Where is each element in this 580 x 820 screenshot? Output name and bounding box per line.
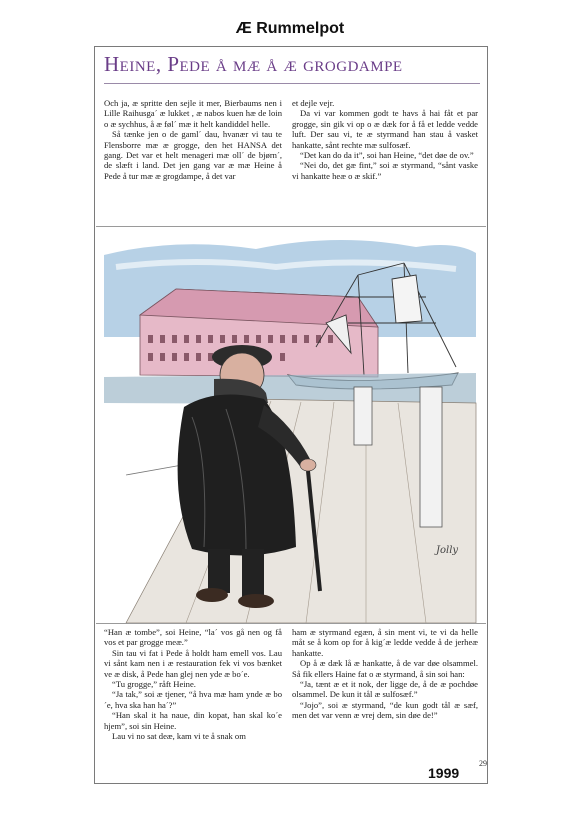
paragraph: “Han æ tombe”, soi Heine, “la´ vos gå nen og få vos et par grogge meæ.” [104,627,282,648]
paragraph: Da vi var kommen godt te havs å hai fåt et par grogge, sin gik vi op o æ dæk for å få et ledde vedde luft. Der sau vi, te æ styrmand han stau å vasket hankatte, sånt rechte mæ sulfosæf. [292,108,478,150]
year-label: 1999 [428,765,460,781]
text-column-top-right [292,98,478,181]
article-headline: Heine, Pede å mæ å æ grogdampe [104,52,403,76]
paragraph: “Jojo”, soi æ styrmand, “de kun godt tål æ sæf, men det var venn æ vrej dem, sin døe de!” [292,699,478,721]
paragraph: “Det kan do da it”, soi han Heine, “det døe de ov.” [300,150,474,161]
illustration [96,226,486,624]
paragraph: et dejle vejr. [292,98,335,108]
paragraph: “Han skal it ha naue, din kopat, han skal ko´e hjem”, soi sin Heine. [104,710,282,731]
text-column-bottom-right [292,627,478,721]
paragraph: “Ja tak,” soi æ tjener, “å hva mæ ham ynde æ bo´e, hva ska han ha´?” [104,689,282,710]
paragraph: “Tu grogge,” råft Heine. [112,679,196,690]
publication-title: Æ Rummelpot [235,20,345,37]
paragraph: Och ja, æ spritte den sejle it mer, Bierbaums nen i Lille Raihusga´ æ lukket , æ nabos kuen hæ de loin o æ sychhus, å æ føl´ mæ it helt kandiddel helle. [104,98,282,129]
paragraph: Sin tau vi fat i Pede å holdt ham emell vos. Lau vi sånt kam nen i æ restauration fek vi vos bænket ve æ disk, å Pede han glej nen yde æ bo´e. [104,647,282,679]
paragraph: Op å æ dæk lå æ hankatte, å de var døe olsammel. Så fik ellers Haine fat o æ styrmand, å sin soi han: [292,658,478,679]
illustration-signature: Jolly [436,545,459,556]
paragraph: “Ja, tænt æ et it nok, der ligge de, å de æ pochdøe olsammel. De kun it tål æ sulfosæf.” [292,679,478,700]
paragraph: ham æ styrmand egæn, å sin ment vi, te vi da helle måt se å kom op for å kig´æ ledde vedde å de jerheæ hankatte. [292,627,478,658]
page-number: 29 [479,759,487,768]
paragraph: Lau vi no sat deæ, kam vi te å snak om [112,731,246,742]
paragraph: “Nei do, det gæ fint,” soi æ styrmand, “sånt vaske vi hankatte heæ o æ skif.” [292,160,478,181]
text-column-top-left [104,98,282,181]
paragraph: Så tænke jen o de gaml´ dau, hvanær vi tau te Flensborre mæ æ grogge, den het HANSA det gang. Det var et helt menageri mæ oll´ de bjørn´, de slæft i land. Det jen gang var æ mæ Heine å Pede å tur mæ æ grogdampe, å det var [104,129,282,181]
pier [126,387,476,623]
headline-rule [104,83,480,84]
text-column-bottom-left [104,627,282,741]
harbor-illustration [96,227,486,623]
